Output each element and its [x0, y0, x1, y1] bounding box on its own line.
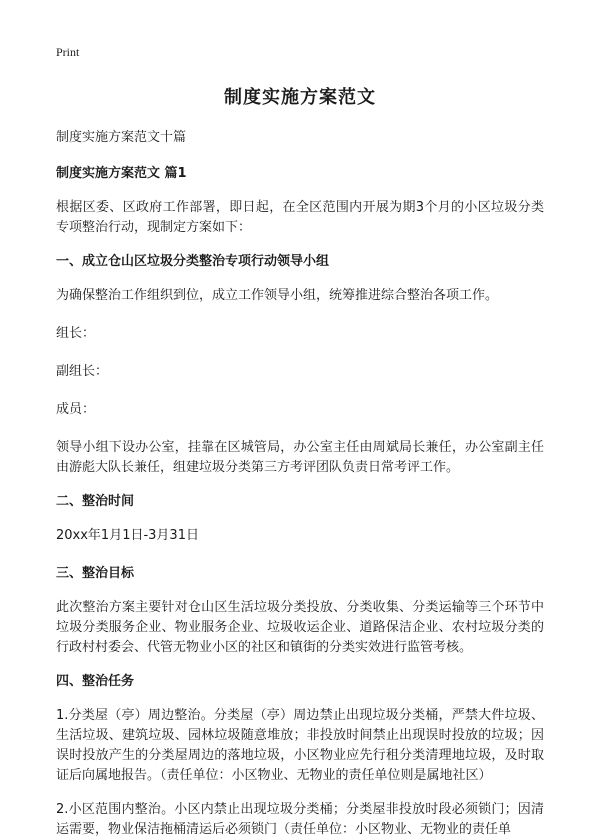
document-subtitle: 制度实施方案范文十篇: [56, 130, 187, 145]
deputy-leader-line: 副组长：: [56, 364, 109, 379]
members-line: 成员：: [56, 402, 96, 417]
office-paragraph: 领导小组下设办公室，挂靠在区城管局，办公室主任由周斌局长兼任，办公室副主任由游彪大队长兼任，组建垃圾分类第三方考评团队负责日常考评工作。: [56, 440, 544, 475]
section-3-paragraph: 此次整治方案主要针对仓山区生活垃圾分类投放、分类收集、分类运输等三个环节中垃圾分类服务企业、物业服务企业、垃圾收运企业、道路保洁企业、农村垃圾分类的行政村村委会、代管无物业小区的社区和镇街的分类实效进行监管考核。: [56, 600, 544, 655]
task-item-1: 1.分类屋（亭）周边整治。分类屋（亭）周边禁止出现垃圾分类桶，严禁大件垃圾、生活垃圾、建筑垃圾、园林垃圾随意堆放；非投放时间禁止出现误时投放的垃圾；因误时投放产生的分类屋周边的落地垃圾，小区物业应先行租分类清理地垃圾，及时取证后向属地报告。（责任单位：小区物业、无物业的责任单位则是属地社区）: [56, 708, 544, 783]
leader-line: 组长：: [56, 326, 96, 341]
section-3-heading: 三、整治目标: [56, 566, 135, 581]
section-1-paragraph: 为确保整治工作组织到位，成立工作领导小组，统筹推进综合整治各项工作。: [56, 288, 499, 303]
intro-paragraph: 根据区委、区政府工作部署，即日起，在全区范围内开展为期3个月的小区垃圾分类专项整治行动，现制定方案如下：: [56, 200, 544, 235]
section-2-heading: 二、整治时间: [56, 494, 135, 509]
section-2-paragraph: 20xx年1月1日-3月31日: [56, 528, 199, 543]
print-label[interactable]: Print: [56, 45, 80, 59]
article-heading: 制度实施方案范文 篇1: [56, 166, 187, 181]
section-1-heading: 一、成立仓山区垃圾分类整治专项行动领导小组: [56, 254, 330, 269]
page-title: 制度实施方案范文: [224, 87, 376, 108]
task-item-2: 2.小区范围内整治。小区内禁止出现垃圾分类桶；分类屋非投放时段必须锁门；因清运需要，物业保洁拖桶清运后必须锁门（责任单位：小区物业、无物业的责任单: [56, 802, 544, 837]
section-4-heading: 四、整治任务: [56, 674, 135, 689]
